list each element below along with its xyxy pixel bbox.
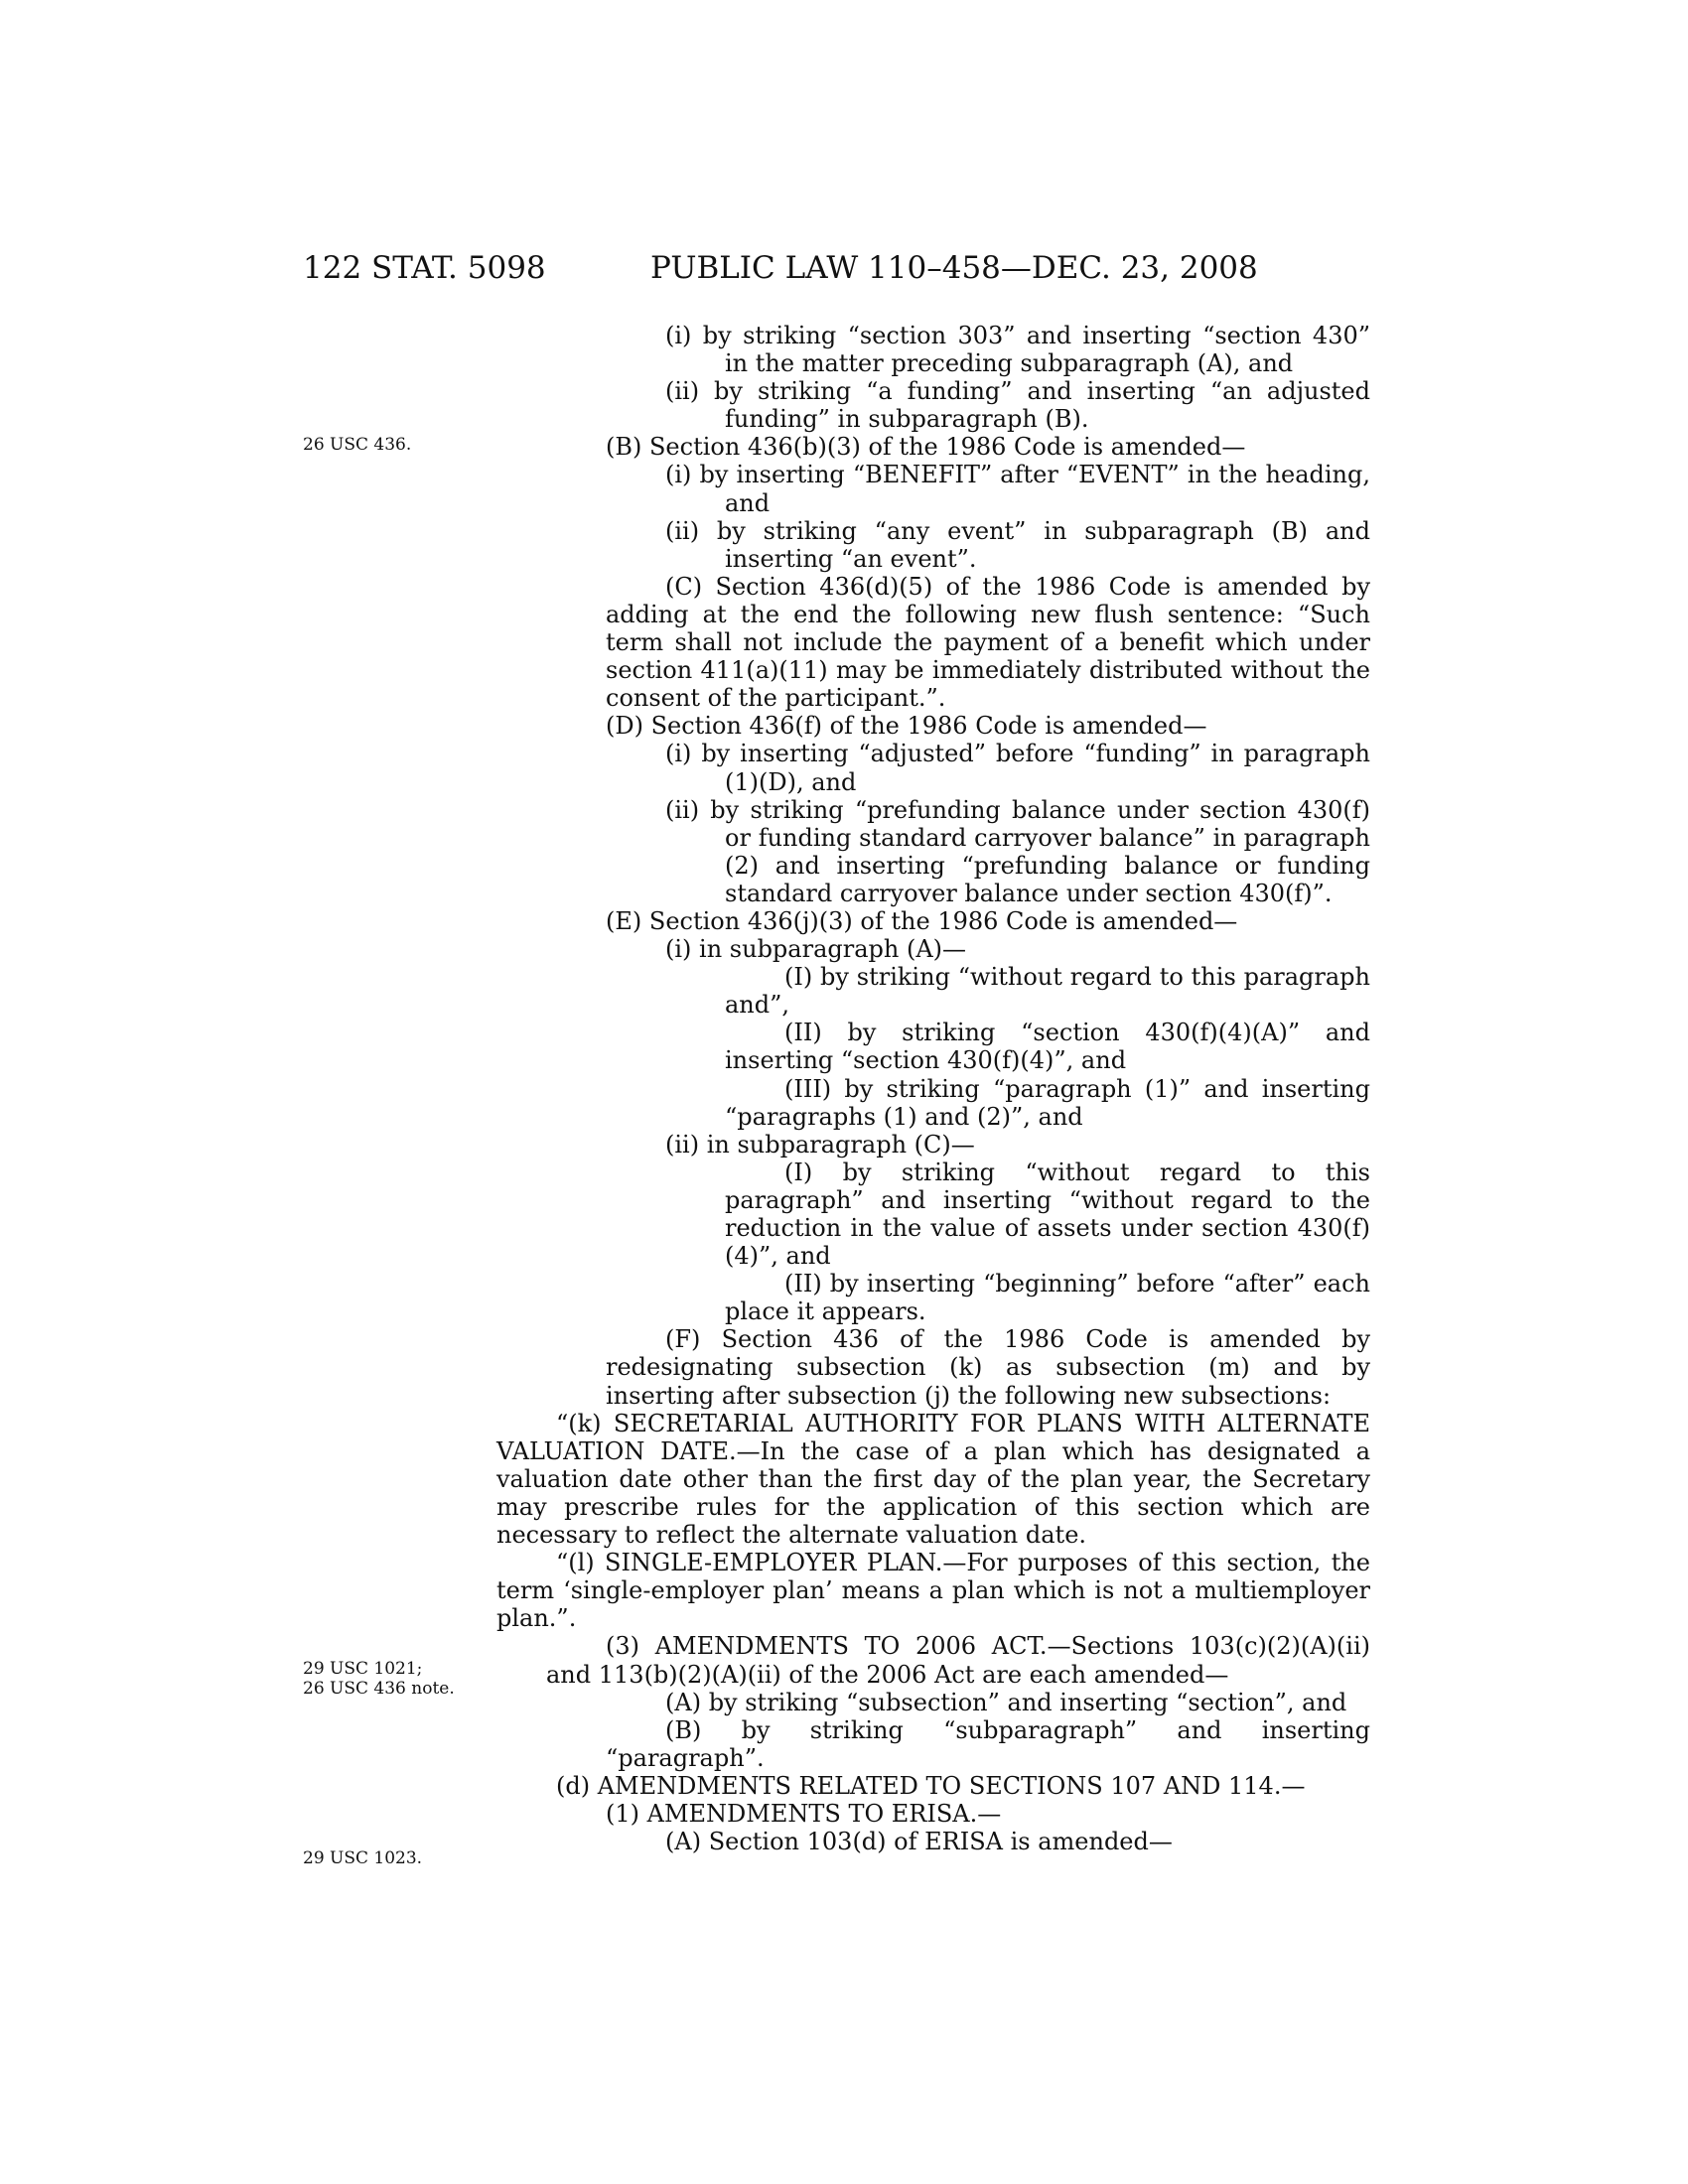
subclause: (II) by inserting “beginning” before “after” each place it appears. — [725, 1270, 1370, 1326]
subclause: (II) by striking “section 430(f)(4)(A)” and inserting “section 430(f)(4)”, and — [725, 1019, 1370, 1075]
subparagraph: (A) Section 103(d) of ERISA is amended— — [665, 1828, 1173, 1856]
clause: (i) in subparagraph (A)— — [665, 935, 967, 964]
clause: (ii) by striking “a funding” and inserting “an adjusted funding” in subparagraph (B). — [665, 377, 1370, 434]
quoted-subsection: “(l) SINGLE-EMPLOYER PLAN.—For purposes of this section, the term ‘single-employer plan’ means a plan which is not a multiemployer plan.”. — [496, 1549, 1370, 1633]
subparagraph: (E) Section 436(j)(3) of the 1986 Code is amended— — [606, 906, 1238, 935]
document-body — [496, 322, 1370, 1855]
subparagraph: (B) by striking “subparagraph” and inserting “paragraph”. — [606, 1715, 1370, 1772]
subparagraph: (A) by striking “subsection” and inserting “section”, and — [665, 1688, 1347, 1716]
subclause: (III) by striking “paragraph (1)” and inserting “paragraphs (1) and (2)”, and — [725, 1074, 1370, 1131]
clause: (i) by striking “section 303” and inserting “section 430” in the matter preceding subparagraph (A), and — [665, 322, 1370, 378]
margin-note: 26 USC 436. — [303, 435, 412, 455]
clause: (i) by inserting “adjusted” before “funding” in paragraph (1)(D), and — [665, 740, 1370, 796]
subclause: (I) by striking “without regard to this paragraph” and inserting “without regard to the reduction in the value of assets under section 430(f)(4)”, and — [725, 1158, 1370, 1271]
page-title: PUBLIC LAW 110–458—DEC. 23, 2008 — [650, 250, 1258, 286]
clause: (ii) by striking “any event” in subparagraph (B) and inserting “an event”. — [665, 516, 1370, 573]
paragraph: (3) AMENDMENTS TO 2006 ACT.—Sections 103(c)(2)(A)(ii) and 113(b)(2)(A)(ii) of the 2006 Act are each amended— — [546, 1632, 1370, 1689]
subparagraph: (B) Section 436(b)(3) of the 1986 Code is amended— — [606, 433, 1246, 462]
clause: (i) by inserting “BENEFIT” after “EVENT” in the heading, and — [665, 461, 1370, 517]
subsection: (d) AMENDMENTS RELATED TO SECTIONS 107 AND 114.— — [556, 1771, 1306, 1800]
clause: (ii) in subparagraph (C)— — [665, 1130, 975, 1159]
paragraph: (1) AMENDMENTS TO ERISA.— — [606, 1799, 1002, 1828]
stat-page-number: 122 STAT. 5098 — [303, 250, 546, 286]
subparagraph: (F) Section 436 of the 1986 Code is amended by redesignating subsection (k) as subsection (m) and by inserting after subsection (j) the following new subsections: — [606, 1325, 1370, 1410]
margin-note: 26 USC 436 note. — [303, 1679, 455, 1699]
clause: (ii) by striking “prefunding balance under section 430(f) or funding standard carryover balance” in paragraph (2) and inserting “prefunding balance or funding standard carryover balance under section 430(f)”. — [665, 795, 1370, 907]
subclause: (I) by striking “without regard to this paragraph and”, — [725, 963, 1370, 1020]
quoted-subsection: “(k) SECRETARIAL AUTHORITY FOR PLANS WITH ALTERNATE VALUATION DATE.—In the case of a plan which has designated a valuation date other than the first day of the plan year, the Secretary may prescribe rules for the application of this section which are necessary to reflect the alternate valuation date. — [496, 1409, 1370, 1550]
margin-note: 29 USC 1023. — [303, 1848, 423, 1868]
subparagraph: (D) Section 436(f) of the 1986 Code is amended— — [606, 712, 1207, 741]
margin-note: 29 USC 1021; — [303, 1659, 423, 1679]
subparagraph: (C) Section 436(d)(5) of the 1986 Code is amended by adding at the end the following new flush sentence: “Such term shall not include the payment of a benefit which under section 411(a)(11) may be immediately distributed without the consent of the participant.”. — [606, 572, 1370, 713]
